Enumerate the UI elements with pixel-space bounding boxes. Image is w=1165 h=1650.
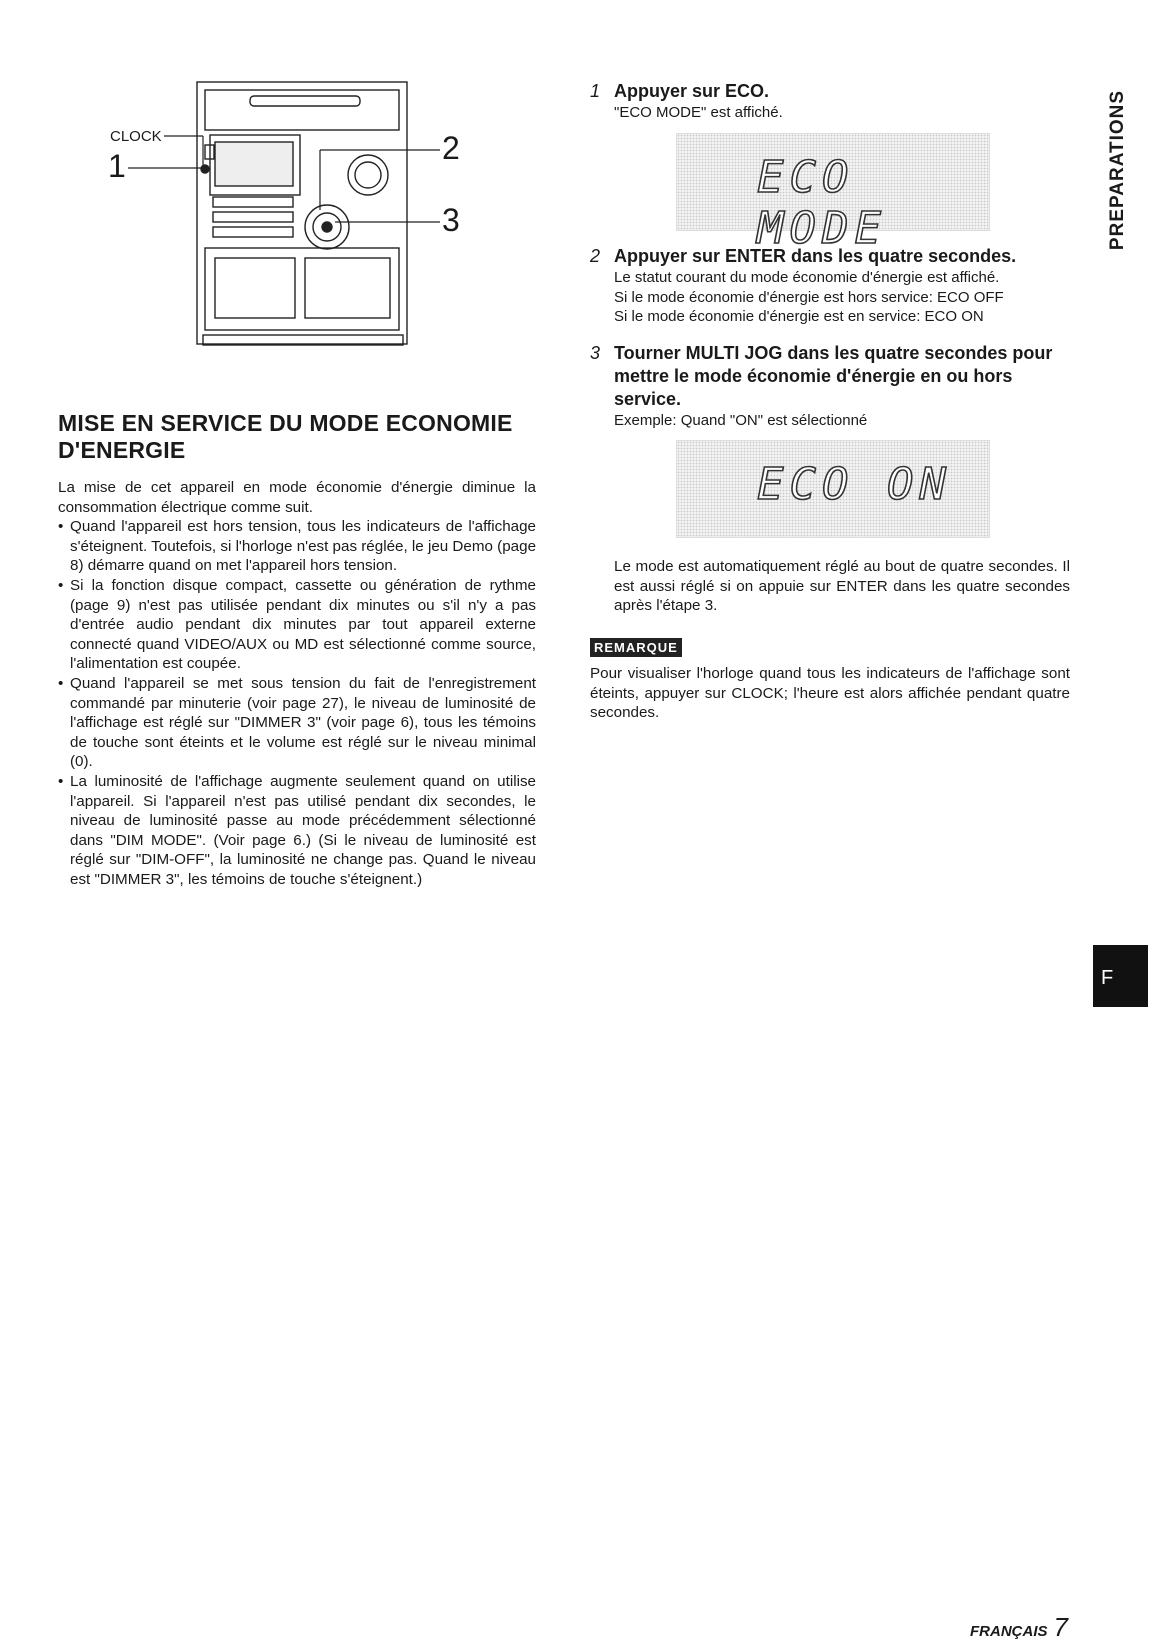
side-tab-label: PREPARATIONS [1107,89,1129,251]
bullet-mark: • [58,518,64,536]
callout-1: 1 [108,148,126,184]
step-3 [590,342,1070,431]
bullet-text-3: Quand l'appareil se met sous tension du fait de l'enregistrement commandé par minuterie (voir page 27), le niveau de luminosité de l'affichage est réglé sur "DIMMER 3" (voir page 6), tous les témoins de touche sont éteints et le volume est réglé sur le niveau minimal (0). [70,674,536,771]
step-description-line: Le statut courant du mode économie d'énergie est affiché. [614,269,1000,286]
remarque-text: Pour visualiser l'horloge quand tous les indicateurs de l'affichage sont éteints, appuyer sur CLOCK; l'heure est alors affichée pendant quatre secondes. [590,665,1070,722]
bullet-item [58,576,536,674]
left-column-text [58,478,536,889]
bullet-text-2: Si la fonction disque compact, cassette ou génération de rythme (page 9) n'est pas utilisée pendant dix minutes ou s'il n'y a pas d'entrée audio pendant dix minutes par tout appareil externe connecté quand VIDEO/AUX ou MD est sélectionné comme source, l'alimentation est coupée. [70,576,536,673]
section-title-line-1: MISE EN SERVICE DU MODE ECONOMIE [58,410,513,436]
bullet-text-4: La luminosité de l'affichage augmente seulement quand on utilise l'appareil. Si l'appareil n'est pas utilisé pendant dix secondes, le niveau de luminosité passe au mode précédemment sélectionné dans "DIM MODE". (Voir page 6.) (Si le niveau de luminosité est réglé sur "DIM-OFF", la luminosité ne change pas. Quand le niveau est "DIMMER 3", les témoins de touche s'éteignent.) [70,772,536,888]
step-title: Appuyer sur ECO. [614,81,770,101]
step-description-line: Si le mode économie d'énergie est hors service: ECO OFF [614,288,1004,306]
lcd-text: ECO MODE [757,152,887,254]
remarque-label: REMARQUE [590,638,682,657]
bullet-mark: • [58,772,64,790]
bullet-item [58,772,536,890]
bullet-item [58,517,536,576]
lcd-display-eco-on [676,440,990,538]
bullet-item [58,674,536,772]
step-description: Exemple: Quand "ON" est sélectionné [614,412,868,429]
language-tab: F [1093,945,1148,1007]
section-intro: La mise de cet appareil en mode économie d'énergie diminue la consommation électrique comme suit. [58,479,536,516]
step-number: 1 [590,81,601,101]
section-title-line-2: D'ENERGIE [58,437,186,463]
step-title: Appuyer sur ENTER dans les quatre secondes. [614,246,1017,266]
footer-language: FRANÇAIS [970,1623,1048,1640]
bullet-mark: • [58,576,64,594]
step-number: 3 [590,343,601,363]
step-number: 2 [590,246,601,266]
section-side-tab [1105,80,1131,260]
step-1 [590,80,1070,123]
stereo-system-illustration [90,70,490,370]
callout-3: 3 [442,202,460,238]
bullet-text-1: Quand l'appareil est hors tension, tous les indicateurs de l'affichage s'éteignent. Toutefois, si l'horloge n'est pas réglée, le jeu Demo (page 8) démarre quand on met l'appareil hors tension. [70,518,537,575]
auto-set-note: Le mode est automatiquement réglé au bout de quatre secondes. Il est aussi réglé si on appuie sur ENTER dans les quatre secondes après l'étape 3. [614,558,1070,615]
bullet-mark: • [58,674,64,692]
step-description: "ECO MODE" est affiché. [614,104,783,121]
page-number: 7 [1053,1612,1068,1642]
callout-2: 2 [442,130,460,166]
step-description-line: Si le mode économie d'énergie est en service: ECO ON [614,308,984,325]
clock-callout-label: CLOCK [110,128,162,145]
step-title: Tourner MULTI JOG dans les quatre secondes pour mettre le mode économie d'énergie en ou hors service. [614,343,1053,409]
section-title [58,410,538,464]
lcd-text: ECO ON [757,459,952,510]
page-footer [970,1612,1068,1643]
lcd-display-eco-mode [676,133,990,254]
step-2 [590,245,1070,327]
